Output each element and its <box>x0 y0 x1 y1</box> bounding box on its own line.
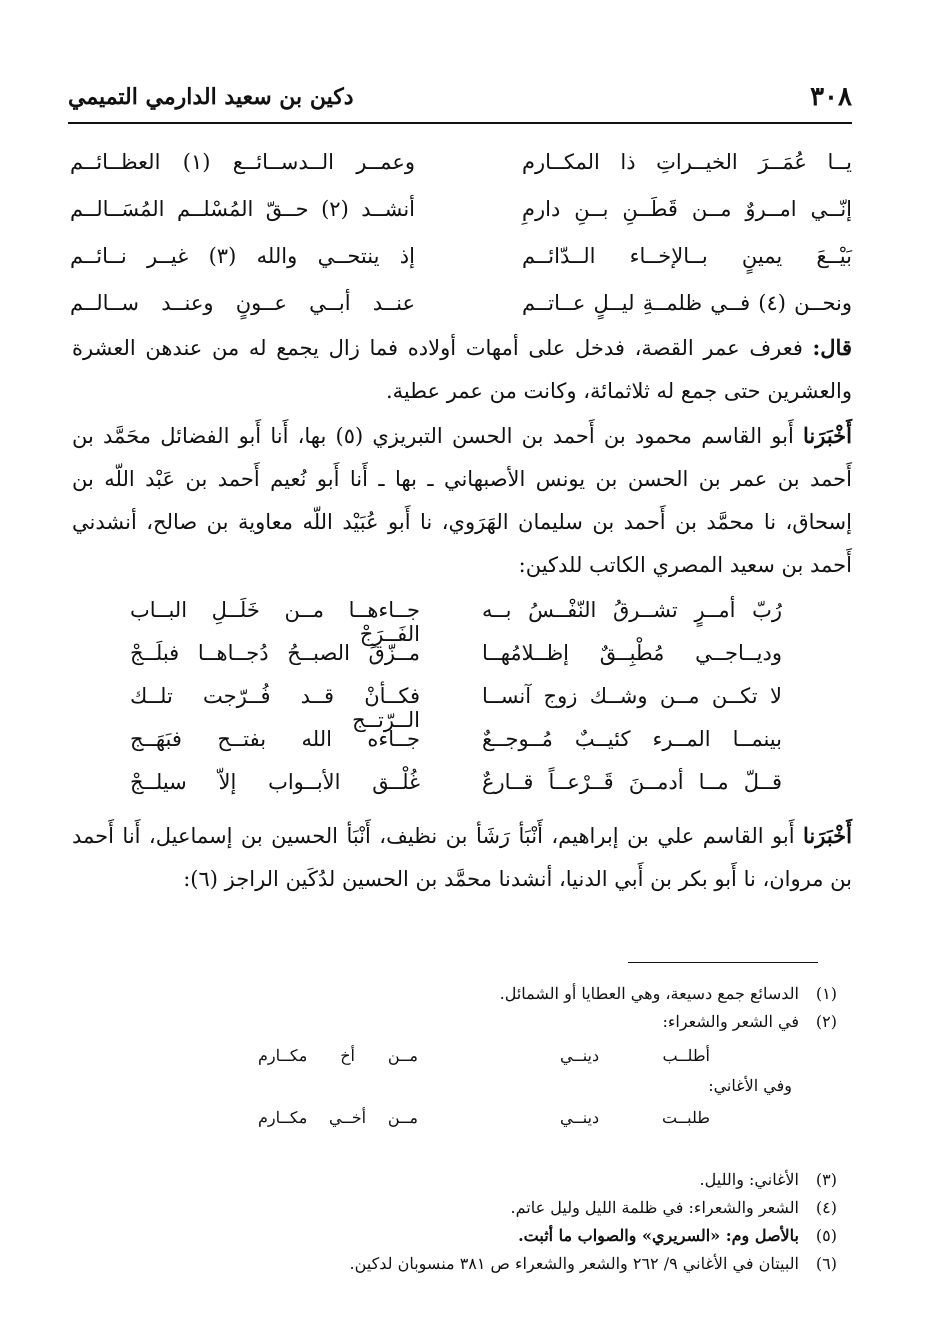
footnote-verse-2-second: مــن أخــي مكــارم <box>258 1108 418 1127</box>
verse <box>130 727 782 770</box>
verse <box>130 684 782 732</box>
footnotes-continued <box>70 1166 837 1278</box>
footnote-3 <box>70 1166 837 1194</box>
paragraph-lead: قال: <box>812 335 852 360</box>
footnote-2 <box>70 1008 837 1036</box>
footnote-verse-1-second: مــن أخ مكــارم <box>258 1046 418 1065</box>
first-hemistich: قــلّ مــا أدمــنَ قَــرْعــاً قــارعٌ <box>482 770 782 794</box>
paragraph-text: أَبو القاسم محمود بن أَحمد بن الحسن التبريزي (٥) بها، أَنا أَبو الفضائل محَمَّد بن أَحمد بن عمر بن الحسن بن يونس الأصبهاني ـ بها ـ أَنا أَبو نُعيم أَحمد بن عَبْد اللّه بن إسحاق، نا محمَّد بن أَحمد بن سليمان الهَرَوي، نا أَبو عُبَيْد اللّه معاوية بن صالح، أنشدني أَحمد بن سعيد المصري الكاتب للدكين: <box>72 424 852 577</box>
verse <box>70 150 852 197</box>
second-hemistich: وعمــر الــدســائــع (١) العظــائــم <box>70 150 415 174</box>
footnote-4 <box>70 1194 837 1222</box>
first-hemistich: بَيْــعَ يمينٍ بــالإخــاء الــدّائــم <box>522 244 852 268</box>
second-hemistich: أنشــد (٢) حــقّ المُسْلــم المُسَــالــم <box>70 197 415 221</box>
footnote-verse-2-first: طلبــت دينــي <box>560 1108 710 1127</box>
footnote-6 <box>70 1250 837 1278</box>
footnote-text: الأغاني: والليل. <box>699 1170 799 1189</box>
footnote-text: الدسائع جمع دسيعة، وهي العطايا أو الشمائل. <box>499 984 799 1003</box>
second-hemistich: عنــد أبــي عــونٍ وعنــد ســالــم <box>70 291 415 315</box>
footnote-verse-1-first: أطلــب دينــي <box>560 1046 710 1065</box>
footnote-subheading: وفي الأغاني: <box>708 1076 792 1095</box>
second-hemistich: جــاءهــا مــن خَلَــلِ البــاب الفَــرَجْ <box>130 598 420 646</box>
verse <box>70 244 852 291</box>
footnote-text: في الشعر والشعراء: <box>662 1012 799 1031</box>
paragraph-lead: أَخْبَرَنا <box>803 823 852 848</box>
poem-1 <box>70 150 852 338</box>
footnote-number: (٦) <box>815 1254 837 1273</box>
first-hemistich: بينمــا المــرء كئيــبٌ مُــوجــعٌ <box>482 727 782 751</box>
verse <box>70 197 852 244</box>
second-hemistich: مــزّقَ الصبــحُ دُجــاهــا فبلَــجْ <box>130 641 420 665</box>
paragraph-lead: أَخْبَرَنا <box>803 423 852 448</box>
footnote-1 <box>70 980 837 1008</box>
paragraph-qal <box>72 326 852 413</box>
verse <box>130 641 782 684</box>
footnotes <box>70 980 837 1036</box>
first-hemistich: لا تكــن مــن وشــك زوج آنســا <box>482 684 782 708</box>
footnote-text: بالأصل وم: «السريري» والصواب ما أثبت. <box>518 1226 799 1245</box>
paragraph-text: أَبو القاسم علي بن إبراهيم، أَنْبَأ رَشَأ بن نظيف، أَنْبَأ الحسين بن إسماعيل، أَنا أَحمد بن مروان، نا أَبو بكر بن أَبي الدنيا، أنشدنا محمَّد بن الحسين لدُكَين الراجز (٦): <box>72 824 852 891</box>
first-hemistich: إنّــي امــروٌ مــن قَطَــنِ بــنِ دارمِ <box>522 197 852 221</box>
verse <box>130 598 782 646</box>
paragraph-isnad-1 <box>72 414 852 587</box>
footnote-number: (٣) <box>815 1170 837 1189</box>
page-header <box>68 82 852 120</box>
footnote-number: (٤) <box>815 1198 837 1217</box>
running-title: دكين بن سعيد الدارمي التميمي <box>68 84 354 110</box>
first-hemistich: يــا عُمَــرَ الخيــراتِ ذا المكــارم <box>522 150 852 174</box>
header-rule <box>68 122 852 124</box>
first-hemistich: ونحــن (٤) فــي ظلمــةِ ليــلٍ عــاتــم <box>522 291 853 315</box>
footnote-separator <box>628 962 818 963</box>
second-hemistich: جــاءه الله بفتــح فبَهَــج <box>130 727 420 751</box>
footnote-text: البيتان في الأغاني ٩/ ٢٦٢ والشعر والشعراء ص ٣٨١ منسوبان لدكين. <box>349 1254 799 1273</box>
first-hemistich: رُبّ أمــرٍ تشــرقُ النّفْــسُ بــه <box>482 598 782 622</box>
footnote-number: (٢) <box>815 1012 837 1031</box>
first-hemistich: وديــاجــي مُطْبِــقٌ إظــلامُهــا <box>482 641 782 665</box>
footnote-number: (١) <box>815 984 837 1003</box>
footnote-5 <box>70 1222 837 1250</box>
paragraph-text: فعرف عمر القصة، فدخل على أمهات أولاده فما زال يجمع له من عندهن العشرة والعشرين حتى جمع له ثلاثمائة، وكانت من عمر عطية. <box>72 336 852 403</box>
verse <box>130 770 782 813</box>
second-hemistich: غُلْــق الأبــواب إلاّ سيلــجْ <box>130 770 420 794</box>
footnote-number: (٥) <box>815 1226 837 1245</box>
footnote-text: الشعر والشعراء: في ظلمة الليل وليل عاتم. <box>510 1198 799 1217</box>
second-hemistich: فكــأنْ قــد فُــرّجت تلــك الــرّتــج <box>130 684 420 732</box>
page-number: ٣٠٨ <box>810 82 852 112</box>
poem-2 <box>130 598 782 813</box>
paragraph-isnad-2 <box>72 814 852 901</box>
second-hemistich: إذ ينتحــي والله (٣) غيــر نــائــم <box>70 244 415 268</box>
